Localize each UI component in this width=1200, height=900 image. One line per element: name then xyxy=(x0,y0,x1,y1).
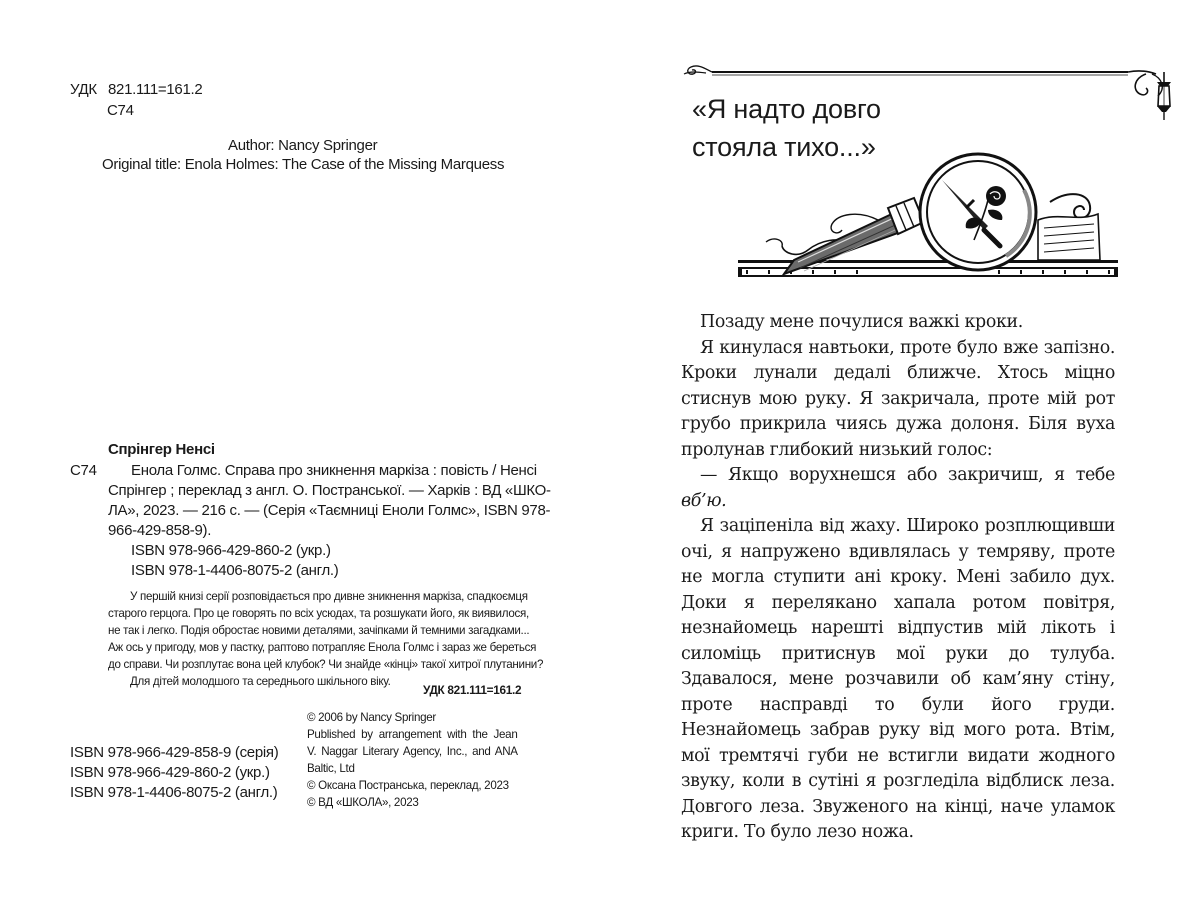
story-text xyxy=(681,310,1115,846)
paragraph: Я кинулася навтьоки, проте було вже запізно. Кроки лунали дедалі ближче. Хтось міцно стиснув мою руку. Я закричала, проте мій рот грубо прикрила чиясь дужа долоня. Біля вуха пролунав глибокий низький голос: xyxy=(681,337,1115,460)
paragraph: Позаду мене почулися важкі кроки. xyxy=(700,312,1023,332)
threat-word: вб’ю. xyxy=(681,490,727,511)
lantern-icon xyxy=(1128,71,1171,120)
bib-line: 966-429-858-9). xyxy=(108,522,212,539)
udk-label: УДК xyxy=(70,81,97,98)
annotation-line: не так і легко. Подія обростає новими деталями, зачіпками й темними загадками... xyxy=(108,624,530,637)
isbn-ukr: ISBN 978-966-429-860-2 (укр.) xyxy=(70,764,270,781)
chapter-title-line: «Я надто довго xyxy=(692,94,881,124)
udk-value: 821.111=161.2 xyxy=(108,81,203,98)
annotation-line: Аж ось у пригоду, мов у пастку, раптово потрапляє Енола Голмс і зараз же береться xyxy=(108,641,537,654)
annotation-line: Для дітей молодшого та середнього шкільного віку. xyxy=(130,675,391,688)
bib-isbn-eng: ISBN 978-1-4406-8075-2 (англ.) xyxy=(131,562,339,579)
annotation-line: У першій книзі серії розповідається про дивне зникнення маркіза, спадкоємця xyxy=(130,590,528,603)
isbn-series: ISBN 978-966-429-858-9 (серія) xyxy=(70,744,279,761)
copyright-line: Published by arrangement with the Jean xyxy=(307,728,518,741)
magnifying-glass-illustration xyxy=(738,150,1118,300)
copyright-line: V. Naggar Literary Agency, Inc., and ANA xyxy=(307,745,518,758)
copyright-line: © ВД «ШКОЛА», 2023 xyxy=(307,796,419,809)
dialogue-text: — Якщо ворухнешся або закричиш, я тебе xyxy=(700,465,1115,485)
copyright-line: Baltic, Ltd xyxy=(307,762,355,775)
annotation-line: до справи. Чи розплутає вона цей клубок? Чи знайде «кінці» такої хитрої плутанини? xyxy=(108,658,544,671)
bib-isbn-ukr: ISBN 978-966-429-860-2 (укр.) xyxy=(131,542,331,559)
paragraph xyxy=(681,463,1115,514)
copyright-line: © 2006 by Nancy Springer xyxy=(307,711,436,724)
bib-author: Спрінгер Ненсі xyxy=(108,441,215,458)
udk-bottom: УДК 821.111=161.2 xyxy=(423,683,522,697)
catalog-code: С74 xyxy=(107,102,134,119)
bib-code: С74 xyxy=(70,462,97,479)
author-line: Author: Nancy Springer xyxy=(228,137,378,154)
annotation-line: старого герцога. Про це говорять по всіх усюдах, та розшукати його, як виявилося, xyxy=(108,607,529,620)
bib-line: Енола Голмс. Справа про зникнення маркіза : повість / Ненсі xyxy=(131,462,537,479)
chapter-title-line: стояла тихо...» xyxy=(692,132,876,162)
original-title-line: Original title: Enola Holmes: The Case of the Missing Marquess xyxy=(102,156,505,173)
isbn-eng: ISBN 978-1-4406-8075-2 (англ.) xyxy=(70,784,278,801)
paragraph: Я заціпеніла від жаху. Широко розплющивши очі, я напружено вдивлялась у темряву, проте не могла ступити ані кроку. Мені забило дух. Доки я перелякано хапала ротом повітря, незнайомець нарешті відпустив мій лікоть і силоміць притиснув мої руки до тулуба. Здавалося, мене розчавили об кам’яну стіну, проте насправді то були його груди. Незнайомець забрав руку від мого рота. Втім, мої тремтячі губи не встигли видати жодного звуку, коли в сутіні я розгледіла відблиск леза. Довгого леза. Звуженого на кінці, наче уламок криги. То було лезо ножа. xyxy=(681,516,1115,842)
copyright-line: © Оксана Постранська, переклад, 2023 xyxy=(307,779,509,792)
bib-line: ЛА», 2023. — 216 с. — (Серія «Таємниці Еноли Голмс», ISBN 978- xyxy=(108,502,551,519)
bib-line: Спрінгер ; переклад з англ. О. Постранської. — Харків : ВД «ШКО- xyxy=(108,482,551,499)
